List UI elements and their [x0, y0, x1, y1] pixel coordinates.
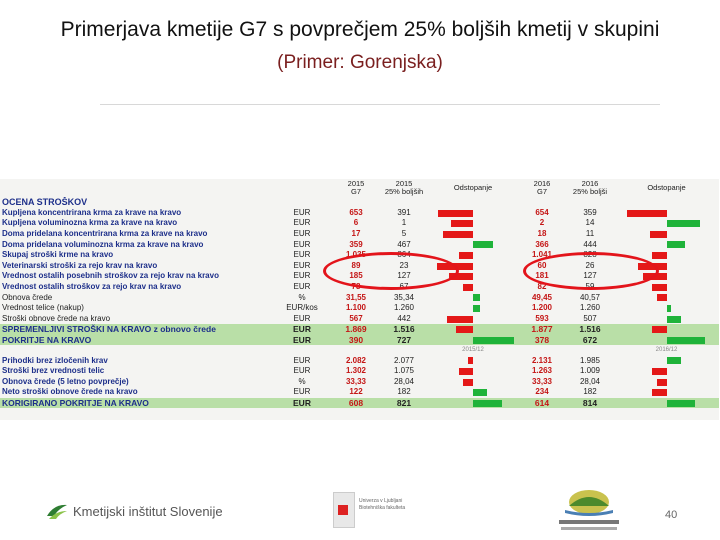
table-row: [0, 314, 719, 325]
value-2015-best: 1.075: [393, 366, 415, 376]
row-label: POKRITJE NA KRAVO: [0, 335, 272, 346]
value-2015-best: 1.260: [393, 303, 415, 313]
row-unit: EUR: [272, 335, 332, 346]
deviation-cell-2015: [428, 239, 518, 250]
institute-leaf-icon: [46, 502, 68, 520]
value-2016-g7: 2: [539, 218, 545, 228]
deviation-cell-2016: [614, 314, 719, 325]
value-2016-g7: 18: [537, 229, 547, 239]
value-2016-g7: 33,33: [531, 376, 553, 386]
institute-logo: [46, 502, 223, 520]
deviation-bar-positive: [473, 241, 493, 248]
value-2015-g7: 390: [332, 335, 380, 346]
deviation-cell-2016: [614, 218, 719, 229]
section-filler: [518, 197, 566, 208]
value-2016-best: 1.260: [579, 303, 601, 313]
value-2016-best: 507: [583, 313, 597, 323]
deviation-cell-2016: [614, 208, 719, 219]
deviation-cell-2016: [614, 387, 719, 398]
value-2016-g7: 234: [535, 387, 549, 397]
value-2015-best: 864: [397, 250, 411, 260]
deviation-bar-negative: [456, 326, 473, 333]
deviation-bar-positive: [473, 400, 502, 407]
value-2016-g7: 82: [537, 282, 547, 292]
row-unit: EUR: [293, 271, 311, 281]
deviation-cell-2016: [614, 229, 719, 240]
note-blank: [0, 345, 272, 355]
header-deviation-2016: Odstopanje: [647, 183, 686, 192]
slide-title: Primerjava kmetije G7 s povprečjem 25% boljših kmetij v skupini: [60, 18, 660, 41]
deviation-bar-negative: [459, 368, 473, 375]
value-2016-g7: 1.877: [518, 324, 566, 335]
deviation-cell-2015: [428, 387, 518, 398]
row-unit: EUR: [293, 260, 311, 270]
value-2016-g7: 593: [535, 313, 549, 323]
deviation-bar-positive: [473, 337, 514, 344]
deviation-cell-2015: [428, 292, 518, 303]
section-filler: [380, 197, 428, 208]
value-2015-g7: 1.100: [345, 303, 367, 313]
value-2016-g7: 181: [535, 271, 549, 281]
row-label: KORIGIRANO POKRITJE NA KRAVO: [0, 398, 272, 409]
row-label: Stroški brez vrednosti telic: [2, 366, 105, 376]
deviation-bar-negative: [443, 231, 473, 238]
value-2016-best: 59: [585, 282, 595, 292]
value-2015-g7: 78: [351, 282, 361, 292]
value-2016-best: 182: [583, 387, 597, 397]
deviation-bar-negative: [652, 326, 666, 333]
value-2015-best: 5: [401, 229, 407, 239]
deviation-bar-negative: [627, 210, 666, 217]
deviation-cell-2016: [614, 335, 719, 346]
row-label: Skupaj stroški krme na kravo: [2, 250, 114, 260]
value-2016-g7: 2.131: [531, 355, 553, 365]
cost-table: [0, 179, 719, 408]
value-2016-best: 40,57: [579, 292, 601, 302]
value-2015-g7: 359: [349, 239, 363, 249]
comparison-table: [0, 179, 719, 420]
value-2015-best: 442: [397, 313, 411, 323]
value-2016-best: 28,04: [579, 376, 601, 386]
deviation-cell-2016: [614, 398, 719, 409]
deviation-cell-2016: [614, 292, 719, 303]
deviation-cell-2016: [614, 366, 719, 377]
row-label: Obnova črede: [2, 292, 53, 302]
deviation-bar-negative: [657, 379, 667, 386]
table-row: [0, 387, 719, 398]
deviation-bar-positive: [667, 337, 705, 344]
row-unit: EUR: [293, 229, 311, 239]
value-2015-best: 727: [380, 335, 428, 346]
title-separator: [100, 104, 660, 105]
value-2015-best: 1.516: [380, 324, 428, 335]
value-2016-g7: 60: [537, 260, 547, 270]
institute-name: Kmetijski inštitut Slovenije: [73, 503, 223, 519]
deviation-bar-negative: [652, 284, 666, 291]
period-note-2015: 2015/12: [462, 347, 484, 354]
row-unit: EUR: [293, 239, 311, 249]
value-2015-best: 67: [399, 282, 409, 292]
value-2015-best: 182: [397, 387, 411, 397]
row-unit: EUR: [293, 355, 311, 365]
deviation-bar-negative: [438, 210, 473, 217]
row-unit: %: [298, 292, 306, 302]
deviation-bar-positive: [667, 357, 681, 364]
row-unit: EUR: [272, 398, 332, 409]
deviation-bar-negative: [468, 357, 473, 364]
value-2015-best: 127: [397, 271, 411, 281]
university-logo: [333, 492, 423, 530]
value-2016-best: 828: [583, 250, 597, 260]
value-2016-best: 444: [583, 239, 597, 249]
table-row: [0, 324, 719, 335]
deviation-bar-positive: [667, 305, 672, 312]
deviation-bar-negative: [652, 368, 666, 375]
table-header-row: [0, 179, 719, 197]
period-note-row: [0, 345, 719, 355]
value-2016-best: 359: [583, 207, 597, 217]
value-2015-best: 391: [397, 207, 411, 217]
row-label: SPREMENLJIVI STROŠKI NA KRAVO z obnovo črede: [0, 324, 272, 335]
value-2015-best: 2.077: [393, 355, 415, 365]
highlight-ellipse-2015: [323, 252, 459, 290]
value-2016-g7: 378: [518, 335, 566, 346]
value-2015-g7: 1.869: [332, 324, 380, 335]
value-2016-g7: 1.200: [531, 303, 553, 313]
value-2015-g7: 567: [349, 313, 363, 323]
section-filler: [332, 197, 380, 208]
value-2016-g7: 366: [535, 239, 549, 249]
deviation-cell-2015: [428, 303, 518, 314]
row-unit: EUR: [293, 250, 311, 260]
row-label: Prihodki brez izločenih krav: [2, 355, 108, 365]
table-row: [0, 229, 719, 240]
note-blank: [380, 345, 428, 355]
deviation-bar-negative: [657, 294, 667, 301]
value-2016-best: 814: [566, 398, 614, 409]
row-label: Stroški obnove črede na kravo: [2, 313, 111, 323]
table-row: [0, 239, 719, 250]
value-2015-g7: 6: [353, 218, 359, 228]
row-unit: EUR: [272, 324, 332, 335]
value-2016-best: 11: [585, 229, 595, 239]
value-2015-best: 35,34: [393, 292, 415, 302]
section-filler: [614, 197, 719, 208]
value-2016-best: 14: [585, 218, 595, 228]
deviation-cell-2016: [614, 239, 719, 250]
value-2016-best: 26: [585, 260, 595, 270]
ministry-logo: [553, 482, 625, 534]
value-2016-g7: 49,45: [531, 292, 553, 302]
section-filler: [272, 197, 332, 208]
value-2015-g7: 653: [349, 207, 363, 217]
row-label: Doma pridelana koncentrirana krma za krave na kravo: [2, 229, 208, 239]
value-2016-best: 1.985: [579, 355, 601, 365]
table-row: [0, 292, 719, 303]
row-label: Neto stroški obnove črede na kravo: [2, 387, 138, 397]
deviation-bar-negative: [650, 231, 667, 238]
note-blank: [332, 345, 380, 355]
note-blank: [272, 345, 332, 355]
deviation-cell-2015: [428, 229, 518, 240]
value-2015-best: 1: [401, 218, 407, 228]
value-2015-best: 23: [399, 260, 409, 270]
page-number: 40: [665, 509, 678, 521]
table-row: [0, 218, 719, 229]
deviation-cell-2016: [614, 324, 719, 335]
note-blank: [566, 345, 614, 355]
value-2015-best: 821: [380, 398, 428, 409]
header-2015-g7: 2015 G7: [347, 179, 365, 196]
section-filler: [428, 197, 518, 208]
row-label: Veterinarski stroški za rejo krav na kravo: [2, 260, 158, 270]
table-row: [0, 355, 719, 366]
table-row: [0, 208, 719, 219]
value-2015-g7: 2.082: [345, 355, 367, 365]
deviation-bar-positive: [473, 305, 480, 312]
table-row: [0, 398, 719, 409]
deviation-bar-negative: [447, 316, 473, 323]
deviation-bar-positive: [473, 294, 480, 301]
deviation-bar-negative: [652, 252, 666, 259]
row-label: Doma pridelana voluminozna krma za krave na kravo: [2, 239, 204, 249]
deviation-cell-2016: [614, 355, 719, 366]
value-2015-g7: 31,55: [345, 292, 367, 302]
row-unit: %: [298, 376, 306, 386]
deviation-bar-negative: [652, 389, 666, 396]
deviation-bar-negative: [463, 284, 473, 291]
value-2015-g7: 122: [349, 387, 363, 397]
deviation-bar-negative: [459, 252, 473, 259]
deviation-cell-2016: [614, 377, 719, 388]
row-unit: EUR: [293, 282, 311, 292]
university-name: Univerza v Ljubljani Biotehniška fakulteta: [359, 498, 406, 511]
section-row: [0, 197, 719, 208]
deviation-bar-negative: [451, 220, 473, 227]
deviation-bar-positive: [473, 389, 487, 396]
deviation-bar-positive: [667, 241, 685, 248]
deviation-bar-positive: [667, 400, 696, 407]
row-unit: EUR: [293, 313, 311, 323]
value-2015-best: 467: [397, 239, 411, 249]
row-unit: EUR: [293, 387, 311, 397]
highlight-ellipse-2016: [523, 252, 659, 290]
table-row: [0, 377, 719, 388]
header-unit: [272, 179, 332, 197]
value-2016-g7: 654: [535, 207, 549, 217]
table-row: [0, 366, 719, 377]
university-emblem: [333, 492, 355, 528]
period-note-2016: 2016/12: [655, 347, 678, 354]
header-2016-g7: 2016 G7: [533, 179, 551, 196]
deviation-cell-2015: [428, 377, 518, 388]
row-unit: EUR: [293, 207, 311, 217]
row-label: Vrednost ostalih stroškov za rejo krav na kravo: [2, 282, 182, 292]
row-label: Kupljena koncentrirana krma za krave na kravo: [2, 207, 182, 217]
deviation-cell-2015: [428, 314, 518, 325]
header-blank: [0, 179, 272, 197]
value-2016-g7: 1.041: [531, 250, 553, 260]
deviation-bar-positive: [667, 316, 681, 323]
deviation-cell-2015: [428, 335, 518, 346]
value-2015-g7: 33,33: [345, 376, 367, 386]
row-unit: EUR: [293, 218, 311, 228]
row-label: Vrednost ostalih posebnih stroškov za rejo krav na kravo: [2, 271, 219, 281]
deviation-bar-negative: [463, 379, 473, 386]
row-unit: EUR: [293, 366, 311, 376]
section-filler: [566, 197, 614, 208]
deviation-cell-2015: [428, 208, 518, 219]
slide-subtitle: (Primer: Gorenjska): [277, 52, 443, 73]
value-2015-g7: 17: [351, 229, 361, 239]
deviation-cell-2015: [428, 218, 518, 229]
value-2016-g7: 1.263: [531, 366, 553, 376]
value-2016-best: 1.009: [579, 366, 601, 376]
deviation-cell-2016: [614, 303, 719, 314]
deviation-cell-2015: [428, 398, 518, 409]
header-2016-best: 2016 25% boljši: [572, 179, 608, 196]
value-2016-best: 1.516: [566, 324, 614, 335]
row-label: Vrednost telice (nakup): [2, 303, 84, 313]
deviation-bar-positive: [667, 220, 701, 227]
value-2016-best: 127: [583, 271, 597, 281]
value-2016-best: 672: [566, 335, 614, 346]
value-2015-g7: 185: [349, 271, 363, 281]
value-2015-g7: 89: [351, 260, 361, 270]
value-2015-g7: 1.302: [345, 366, 367, 376]
deviation-cell-2015: [428, 355, 518, 366]
note-blank: [518, 345, 566, 355]
section-label: OCENA STROŠKOV: [2, 197, 88, 208]
value-2015-g7: 1.035: [345, 250, 367, 260]
table-row: [0, 303, 719, 314]
row-label: Kupljena voluminozna krma za krave na kravo: [2, 218, 178, 228]
header-deviation-2015: Odstopanje: [453, 183, 493, 192]
header-2015-best: 2015 25% boljših: [384, 179, 424, 196]
deviation-cell-2015: [428, 324, 518, 335]
row-label: Obnova črede (5 letno povprečje): [2, 376, 129, 386]
value-2016-g7: 614: [518, 398, 566, 409]
value-2015-g7: 608: [332, 398, 380, 409]
table-row: [0, 335, 719, 346]
row-unit: EUR/kos: [286, 303, 318, 313]
value-2015-best: 28,04: [393, 376, 415, 386]
deviation-cell-2015: [428, 366, 518, 377]
